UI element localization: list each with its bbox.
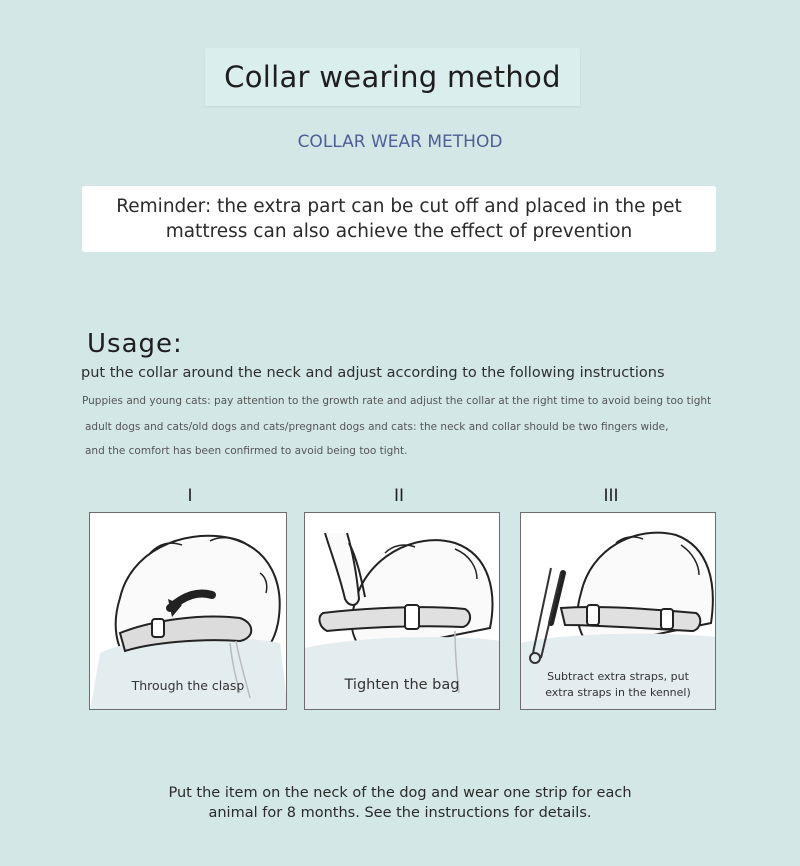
- reminder-line-2: mattress can also achieve the effect of prevention: [165, 221, 633, 242]
- usage-heading: Usage:: [87, 329, 183, 359]
- step-2-caption: Tighten the bag: [344, 677, 460, 693]
- footer-line-1: Put the item on the neck of the dog and wear one strip for each: [168, 785, 632, 801]
- footer-text: [0, 783, 800, 823]
- step-3-numeral: III: [603, 486, 619, 506]
- step-2-panel: [304, 512, 500, 710]
- step-1-panel: [89, 512, 287, 710]
- step-1-caption: Through the clasp: [131, 678, 245, 693]
- step-1-numeral: I: [187, 486, 193, 506]
- step-3-caption: [521, 669, 715, 701]
- reminder-text: [99, 194, 699, 244]
- page-title: Collar wearing method: [224, 60, 561, 94]
- usage-intro: put the collar around the neck and adjust according to the following instructions: [81, 365, 665, 381]
- step-2-numeral: II: [393, 486, 405, 506]
- usage-note-comfort: and the comfort has been confirmed to avoid being too tight.: [85, 445, 408, 457]
- step-3-caption-line-2: extra straps in the kennel): [545, 686, 691, 699]
- usage-note-puppies: Puppies and young cats: pay attention to the growth rate and adjust the collar at the right time to avoid being too tight: [82, 395, 712, 407]
- footer-line-2: animal for 8 months. See the instructions for details.: [208, 805, 592, 821]
- reminder-box: [82, 186, 716, 252]
- title-box: [205, 48, 580, 106]
- reminder-line-1: Reminder: the extra part can be cut off and placed in the pet: [116, 196, 682, 217]
- page-subtitle: COLLAR WEAR METHOD: [297, 132, 503, 152]
- step-3-caption-line-1: Subtract extra straps, put: [547, 670, 689, 683]
- step-3-panel: [520, 512, 716, 710]
- usage-note-adults: adult dogs and cats/old dogs and cats/pregnant dogs and cats: the neck and collar should be two fingers wide,: [85, 421, 669, 433]
